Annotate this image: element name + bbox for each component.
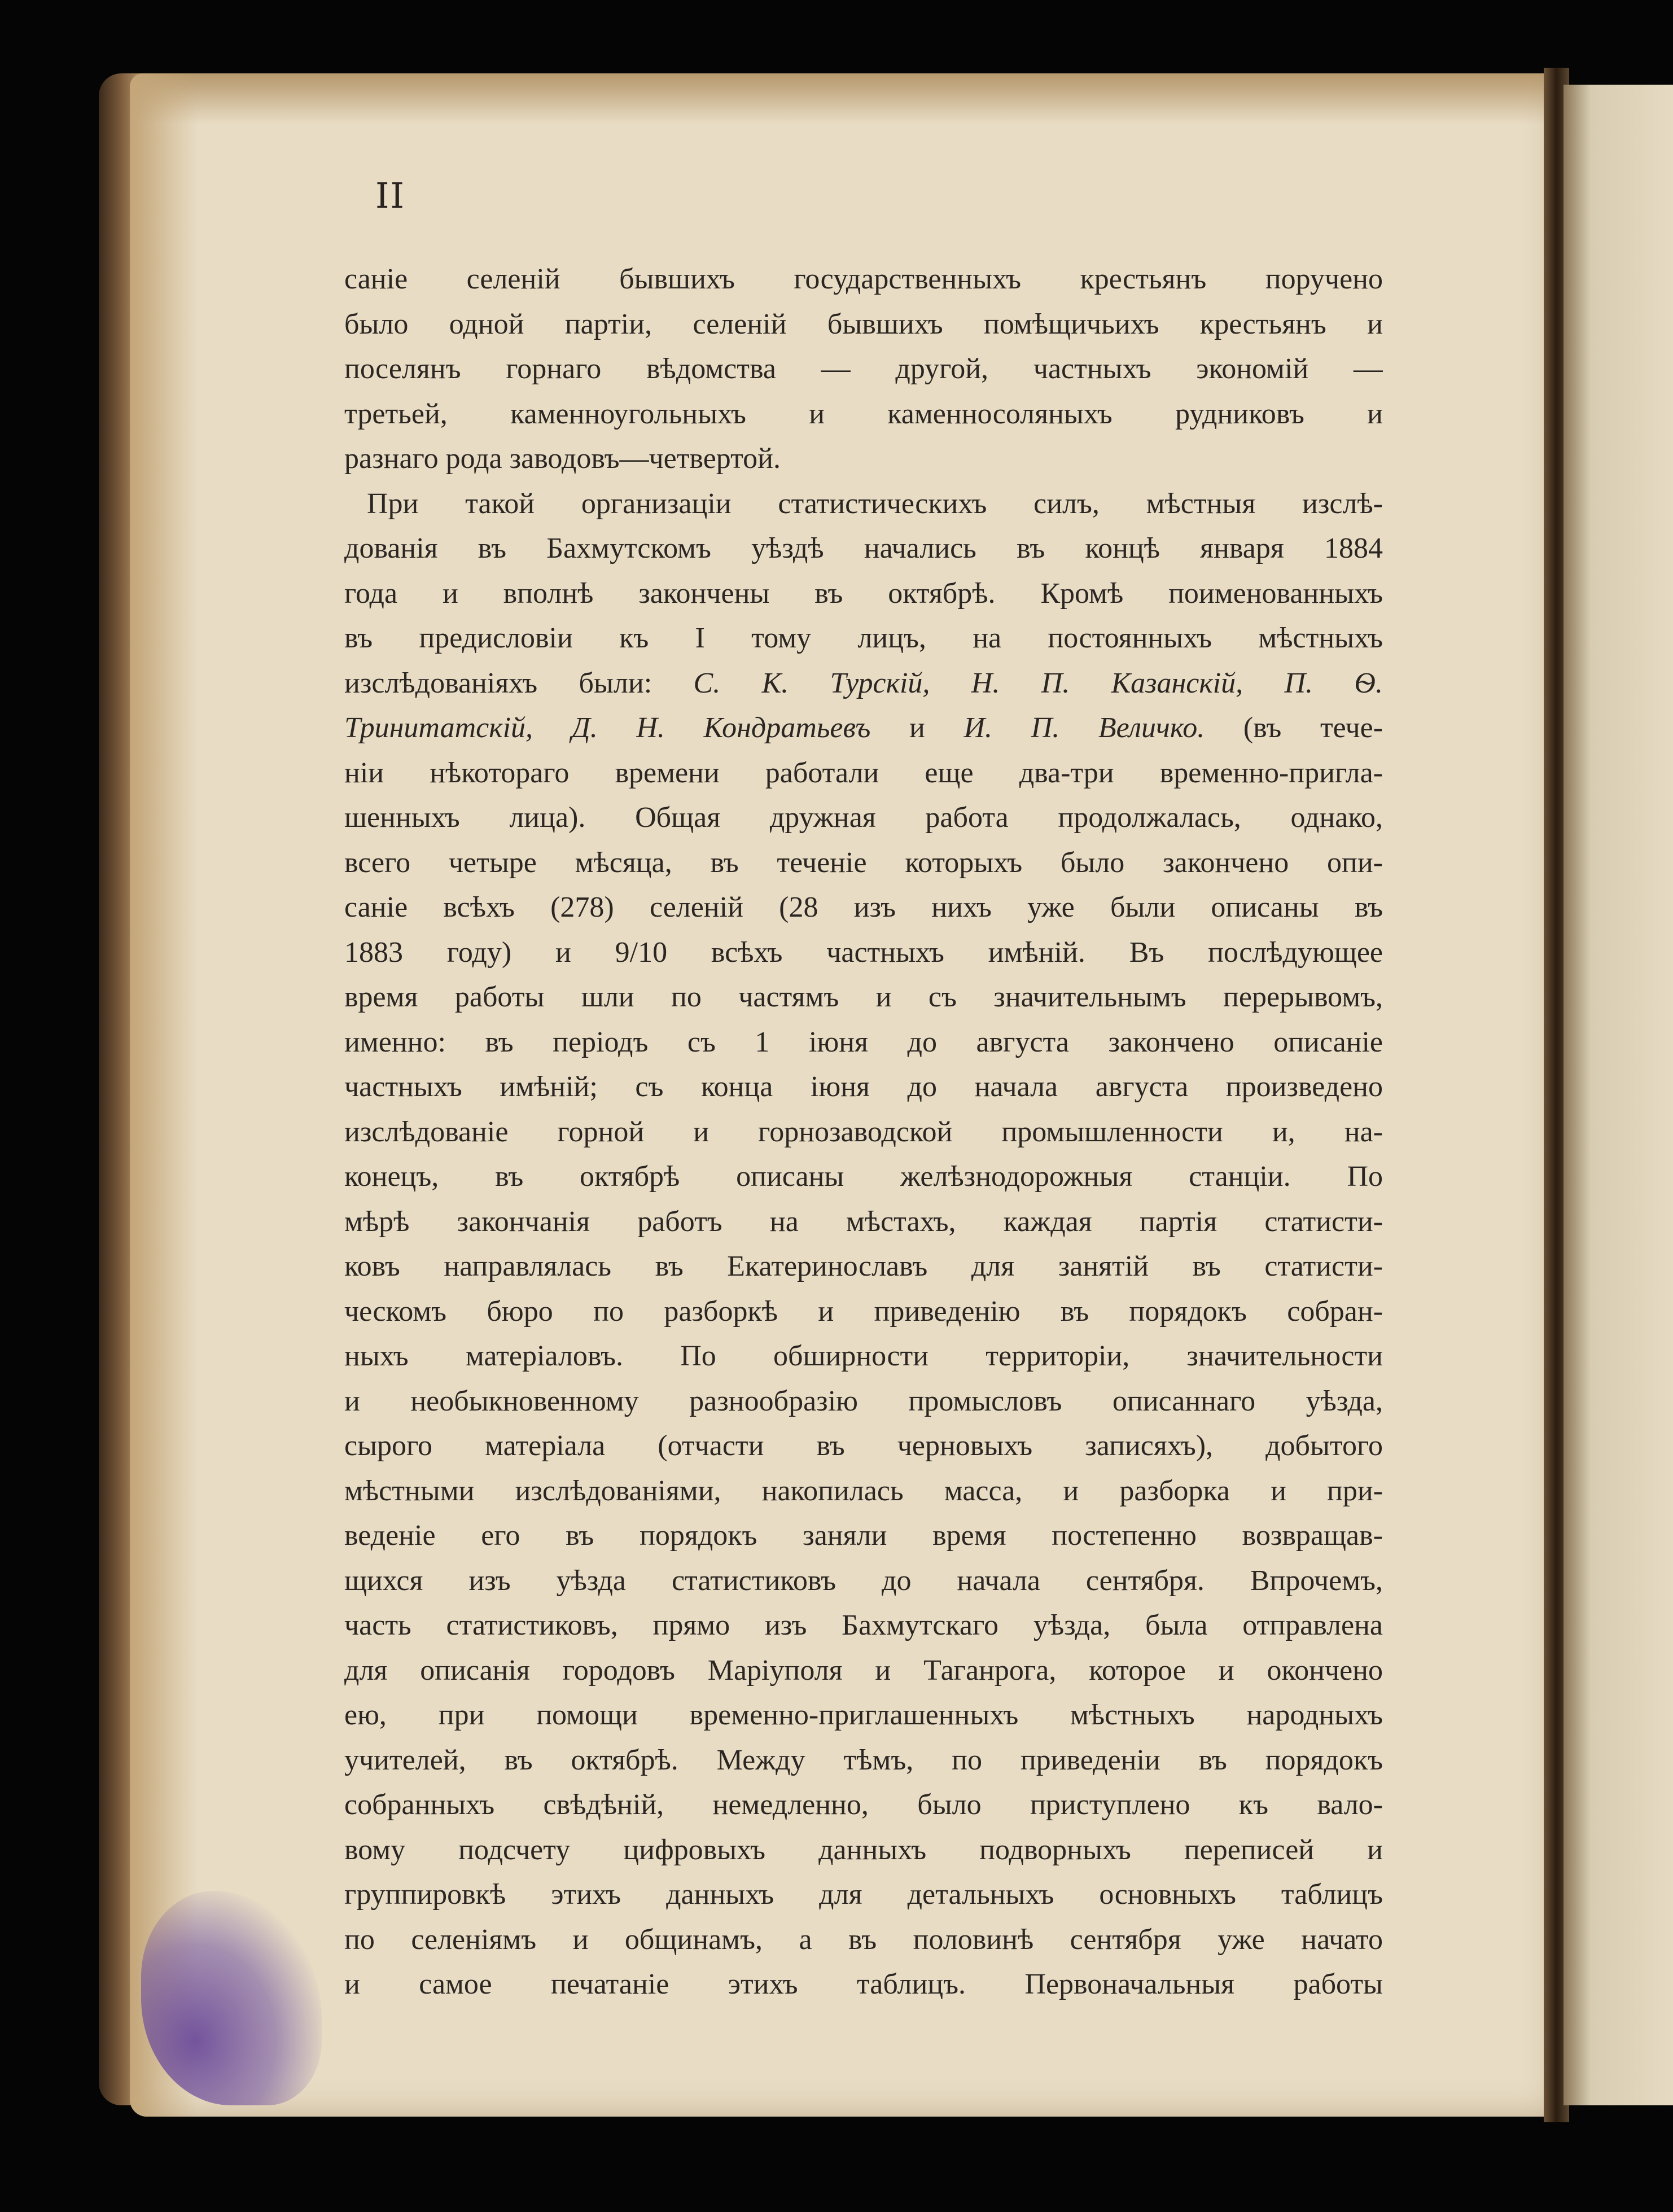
text-line: сырого матеріала (отчасти въ черновыхъ записяхъ), добытого	[344, 1430, 1383, 1462]
text-line: учителей, въ октябрѣ. Между тѣмъ, по приведеніи въ порядокъ	[344, 1744, 1383, 1776]
text-line: ковъ направлялась въ Екатеринославъ для занятій въ статисти-	[344, 1250, 1383, 1282]
italic-names: Тринитатскій, Д. Н. Кондратьевъ	[344, 712, 871, 744]
text-line: конецъ, въ октябрѣ описаны желѣзнодорожныя станціи. По	[344, 1160, 1383, 1193]
text-line: время работы шли по частямъ и съ значительнымъ перерывомъ,	[344, 981, 1383, 1013]
text-line: и необыкновенному разнообразію промысловъ описаннаго уѣзда,	[344, 1385, 1383, 1417]
text-line: ныхъ матеріаловъ. По обширности территоріи, значительности	[344, 1340, 1383, 1372]
text-line: разнаго рода заводовъ—четвертой.	[344, 443, 781, 475]
text-line: группировкѣ этихъ данныхъ для детальныхъ основныхъ таблицъ	[344, 1878, 1383, 1911]
text-line: частныхъ имѣній; съ конца іюня до начала августа произведено	[344, 1071, 1383, 1103]
text-line	[344, 661, 1383, 706]
text-line: шенныхъ лица). Общая дружная работа продолжалась, однако,	[344, 801, 1383, 834]
text-line: и самое печатаніе этихъ таблицъ. Первоначальныя работы	[344, 1968, 1383, 2000]
text-line: вому подсчету цифровыхъ данныхъ подворныхъ переписей и	[344, 1833, 1383, 1866]
text-line	[344, 706, 1383, 751]
text-line: всего четыре мѣсяца, въ теченіе которыхъ было закончено опи-	[344, 846, 1383, 879]
text-line: щихся изъ уѣзда статистиковъ до начала сентября. Впрочемъ,	[344, 1564, 1383, 1597]
text-line: по селеніямъ и общинамъ, а въ половинѣ сентября уже начато	[344, 1923, 1383, 1956]
italic-names: С. К. Турскій, Н. П. Казанскій, П. Ѳ.	[693, 667, 1383, 699]
text-line: веденіе его въ порядокъ заняли время постепенно возвращав-	[344, 1519, 1383, 1552]
text-line: въ предисловіи къ I тому лицъ, на постоянныхъ мѣстныхъ	[344, 622, 1383, 654]
text-line: саніе всѣхъ (278) селеній (28 изъ нихъ уже были описаны въ	[344, 891, 1383, 923]
adjacent-page-edge	[1563, 85, 1673, 2105]
text-line: третьей, каменноугольныхъ и каменносоляныхъ рудниковъ и	[344, 397, 1383, 430]
text-line: мѣрѣ закончанія работъ на мѣстахъ, каждая партія статисти-	[344, 1205, 1383, 1238]
text-segment: и	[870, 712, 964, 744]
text-line: дованія въ Бахмутскомъ уѣздѣ начались въ концѣ января 1884	[344, 532, 1383, 564]
text-line: часть статистиковъ, прямо изъ Бахмутскаго уѣзда, была отправлена	[344, 1609, 1383, 1641]
text-line: При такой организаціи статистическихъ силъ, мѣстныя изслѣ-	[367, 487, 1383, 520]
italic-names: И. П. Величко.	[963, 712, 1205, 744]
text-line: изслѣдованіе горной и горнозаводской промышленности и, на-	[344, 1115, 1383, 1148]
text-line: года и вполнѣ закончены въ октябрѣ. Кромѣ поименованныхъ	[344, 577, 1383, 610]
text-segment: изслѣдованіяхъ были:	[344, 667, 694, 699]
text-segment: (въ тече-	[1205, 712, 1383, 744]
text-line: ніи нѣкотораго времени работали еще два-три временно-пригла-	[344, 756, 1383, 789]
text-line: поселянъ горнаго вѣдомства — другой, частныхъ экономій —	[344, 353, 1383, 385]
page-number: II	[375, 175, 405, 216]
text-line: 1883 году) и 9/10 всѣхъ частныхъ имѣній. Въ послѣдующее	[344, 936, 1383, 969]
body-text	[344, 257, 1383, 2007]
text-line: именно: въ періодъ съ 1 іюня до августа закончено описаніе	[344, 1026, 1383, 1058]
text-line: мѣстными изслѣдованіями, накопилась масса, и разборка и при-	[344, 1474, 1383, 1507]
text-line: для описанія городовъ Маріуполя и Таганрога, которое и окончено	[344, 1654, 1383, 1687]
text-line: саніе селеній бывшихъ государственныхъ крестьянъ поручено	[344, 263, 1383, 295]
text-line: ею, при помощи временно-приглашенныхъ мѣстныхъ народныхъ	[344, 1699, 1383, 1731]
text-line: собранныхъ свѣдѣній, немедленно, было приступлено къ вало-	[344, 1789, 1383, 1821]
text-line: ческомъ бюро по разборкѣ и приведенію въ порядокъ собран-	[344, 1295, 1383, 1328]
text-line: было одной партіи, селеній бывшихъ помѣщичьихъ крестьянъ и	[344, 308, 1383, 340]
